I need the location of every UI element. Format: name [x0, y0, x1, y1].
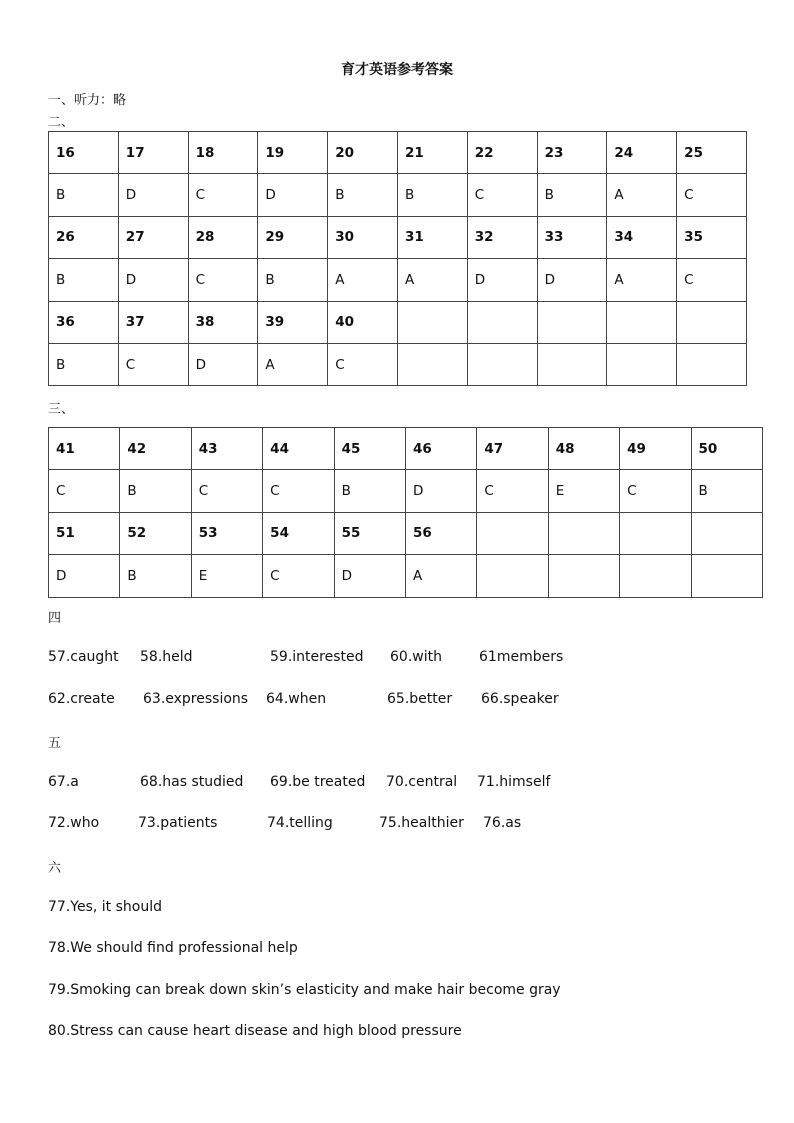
question-number-row — [49, 301, 747, 343]
answer-63: 63.expressions — [143, 691, 249, 707]
answer-58: 58.held — [140, 649, 193, 665]
answer-cell — [677, 343, 747, 385]
answer-66: 66.speaker — [481, 691, 559, 707]
answer-cell: B — [334, 470, 405, 512]
answer-cell — [607, 343, 677, 385]
question-number-cell: 29 — [258, 216, 328, 258]
answer-78: 78.We should find professional help — [48, 940, 298, 956]
section-6-heading: 六 — [48, 861, 62, 876]
answer-79: 79.Smoking can break down skin’s elasticity and make hair become gray — [48, 982, 561, 998]
answer-cell — [620, 555, 691, 597]
question-number-row — [49, 132, 747, 174]
answer-row — [49, 343, 747, 385]
question-number-cell — [607, 301, 677, 343]
question-number-cell: 45 — [334, 428, 405, 470]
answer-67: 67.a — [48, 774, 79, 790]
question-number-cell: 21 — [397, 132, 467, 174]
answer-cell: E — [191, 555, 262, 597]
question-number-cell: 28 — [188, 216, 258, 258]
question-number-row — [49, 428, 763, 470]
question-number-cell: 34 — [607, 216, 677, 258]
answer-cell: C — [118, 343, 188, 385]
question-number-cell: 16 — [49, 132, 119, 174]
answer-74: 74.telling — [267, 815, 333, 831]
answer-77: 77.Yes, it should — [48, 899, 162, 915]
question-number-cell: 49 — [620, 428, 691, 470]
answer-cell: B — [537, 174, 607, 216]
answer-cell — [548, 555, 619, 597]
answer-76: 76.as — [483, 815, 522, 831]
question-number-cell: 52 — [120, 512, 191, 554]
question-number-cell — [537, 301, 607, 343]
question-number-cell: 33 — [537, 216, 607, 258]
question-number-cell: 27 — [118, 216, 188, 258]
question-number-cell: 22 — [467, 132, 537, 174]
question-number-cell: 30 — [328, 216, 398, 258]
question-number-cell: 46 — [405, 428, 476, 470]
question-number-cell: 17 — [118, 132, 188, 174]
question-number-row — [49, 512, 763, 554]
answer-cell: D — [49, 555, 120, 597]
question-number-cell — [620, 512, 691, 554]
answer-59: 59.interested — [270, 649, 364, 665]
question-number-cell: 39 — [258, 301, 328, 343]
answer-cell: D — [405, 470, 476, 512]
answer-row — [49, 259, 747, 301]
answer-cell: B — [120, 470, 191, 512]
question-number-cell: 44 — [263, 428, 334, 470]
question-number-cell — [548, 512, 619, 554]
answer-64: 64.when — [266, 691, 327, 707]
answer-cell: A — [607, 259, 677, 301]
answer-table-2 — [48, 131, 747, 386]
answer-68: 68.has studied — [140, 774, 244, 790]
answer-cell: C — [467, 174, 537, 216]
answer-cell: D — [334, 555, 405, 597]
question-number-cell: 31 — [397, 216, 467, 258]
question-number-cell: 48 — [548, 428, 619, 470]
question-number-cell: 20 — [328, 132, 398, 174]
question-number-cell — [691, 512, 762, 554]
question-number-cell: 56 — [405, 512, 476, 554]
answer-cell: E — [548, 470, 619, 512]
answer-cell: B — [49, 259, 119, 301]
answer-72: 72.who — [48, 815, 100, 831]
question-number-cell: 24 — [607, 132, 677, 174]
answer-cell: D — [188, 343, 258, 385]
answer-row — [49, 174, 747, 216]
answer-cell — [397, 343, 467, 385]
answer-cell — [691, 555, 762, 597]
answer-cell: B — [258, 259, 328, 301]
section-2-heading: 二、 — [48, 115, 75, 130]
answer-70: 70.central — [386, 774, 458, 790]
question-number-cell: 26 — [49, 216, 119, 258]
question-number-cell: 37 — [118, 301, 188, 343]
answer-cell: C — [188, 259, 258, 301]
answer-cell: D — [537, 259, 607, 301]
answer-80: 80.Stress can cause heart disease and high blood pressure — [48, 1023, 462, 1039]
question-number-cell: 55 — [334, 512, 405, 554]
page-title: 育才英语参考答案 — [341, 62, 453, 78]
question-number-cell: 40 — [328, 301, 398, 343]
answer-cell: B — [49, 343, 119, 385]
answer-cell: C — [263, 555, 334, 597]
question-number-cell: 38 — [188, 301, 258, 343]
answer-cell: A — [607, 174, 677, 216]
answer-cell: C — [328, 343, 398, 385]
answer-cell: D — [258, 174, 328, 216]
question-number-cell: 54 — [263, 512, 334, 554]
answer-cell: B — [49, 174, 119, 216]
question-number-cell — [477, 512, 548, 554]
answer-cell: C — [677, 174, 747, 216]
section-3-heading: 三、 — [48, 402, 75, 417]
question-number-cell: 51 — [49, 512, 120, 554]
section-listening: 一、听力：略 — [48, 93, 127, 108]
answer-69: 69.be treated — [270, 774, 366, 790]
answer-cell: A — [405, 555, 476, 597]
question-number-cell: 42 — [120, 428, 191, 470]
answer-cell: D — [118, 174, 188, 216]
answer-cell: C — [188, 174, 258, 216]
answer-cell: C — [620, 470, 691, 512]
answer-cell: C — [49, 470, 120, 512]
answer-cell: C — [677, 259, 747, 301]
answer-62: 62.create — [48, 691, 115, 707]
answer-table-3 — [48, 427, 763, 598]
answer-cell: C — [191, 470, 262, 512]
answer-cell — [467, 343, 537, 385]
answer-row — [49, 555, 763, 597]
section-4-heading: 四 — [48, 611, 62, 626]
answer-cell: C — [477, 470, 548, 512]
question-number-cell: 36 — [49, 301, 119, 343]
question-number-cell — [397, 301, 467, 343]
question-number-cell: 50 — [691, 428, 762, 470]
question-number-cell: 43 — [191, 428, 262, 470]
question-number-cell: 23 — [537, 132, 607, 174]
answer-cell: D — [118, 259, 188, 301]
answer-cell — [537, 343, 607, 385]
answer-cell: B — [120, 555, 191, 597]
answer-57: 57.caught — [48, 649, 119, 665]
answer-60: 60.with — [390, 649, 442, 665]
answer-cell: A — [328, 259, 398, 301]
answer-cell: B — [328, 174, 398, 216]
question-number-cell: 19 — [258, 132, 328, 174]
question-number-cell: 41 — [49, 428, 120, 470]
answer-cell: D — [467, 259, 537, 301]
question-number-cell: 25 — [677, 132, 747, 174]
answer-cell — [477, 555, 548, 597]
answer-cell: B — [691, 470, 762, 512]
answer-cell: A — [258, 343, 328, 385]
question-number-cell: 32 — [467, 216, 537, 258]
question-number-cell — [677, 301, 747, 343]
answer-cell: B — [397, 174, 467, 216]
section-5-heading: 五 — [48, 736, 62, 751]
question-number-cell — [467, 301, 537, 343]
question-number-cell: 18 — [188, 132, 258, 174]
answer-cell: C — [263, 470, 334, 512]
answer-61: 61members — [479, 649, 564, 665]
answer-71: 71.himself — [477, 774, 551, 790]
question-number-cell: 53 — [191, 512, 262, 554]
answer-row — [49, 470, 763, 512]
answer-65: 65.better — [387, 691, 453, 707]
answer-cell: A — [397, 259, 467, 301]
answer-75: 75.healthier — [379, 815, 464, 831]
question-number-cell: 35 — [677, 216, 747, 258]
answer-73: 73.patients — [138, 815, 218, 831]
question-number-cell: 47 — [477, 428, 548, 470]
question-number-row — [49, 216, 747, 258]
